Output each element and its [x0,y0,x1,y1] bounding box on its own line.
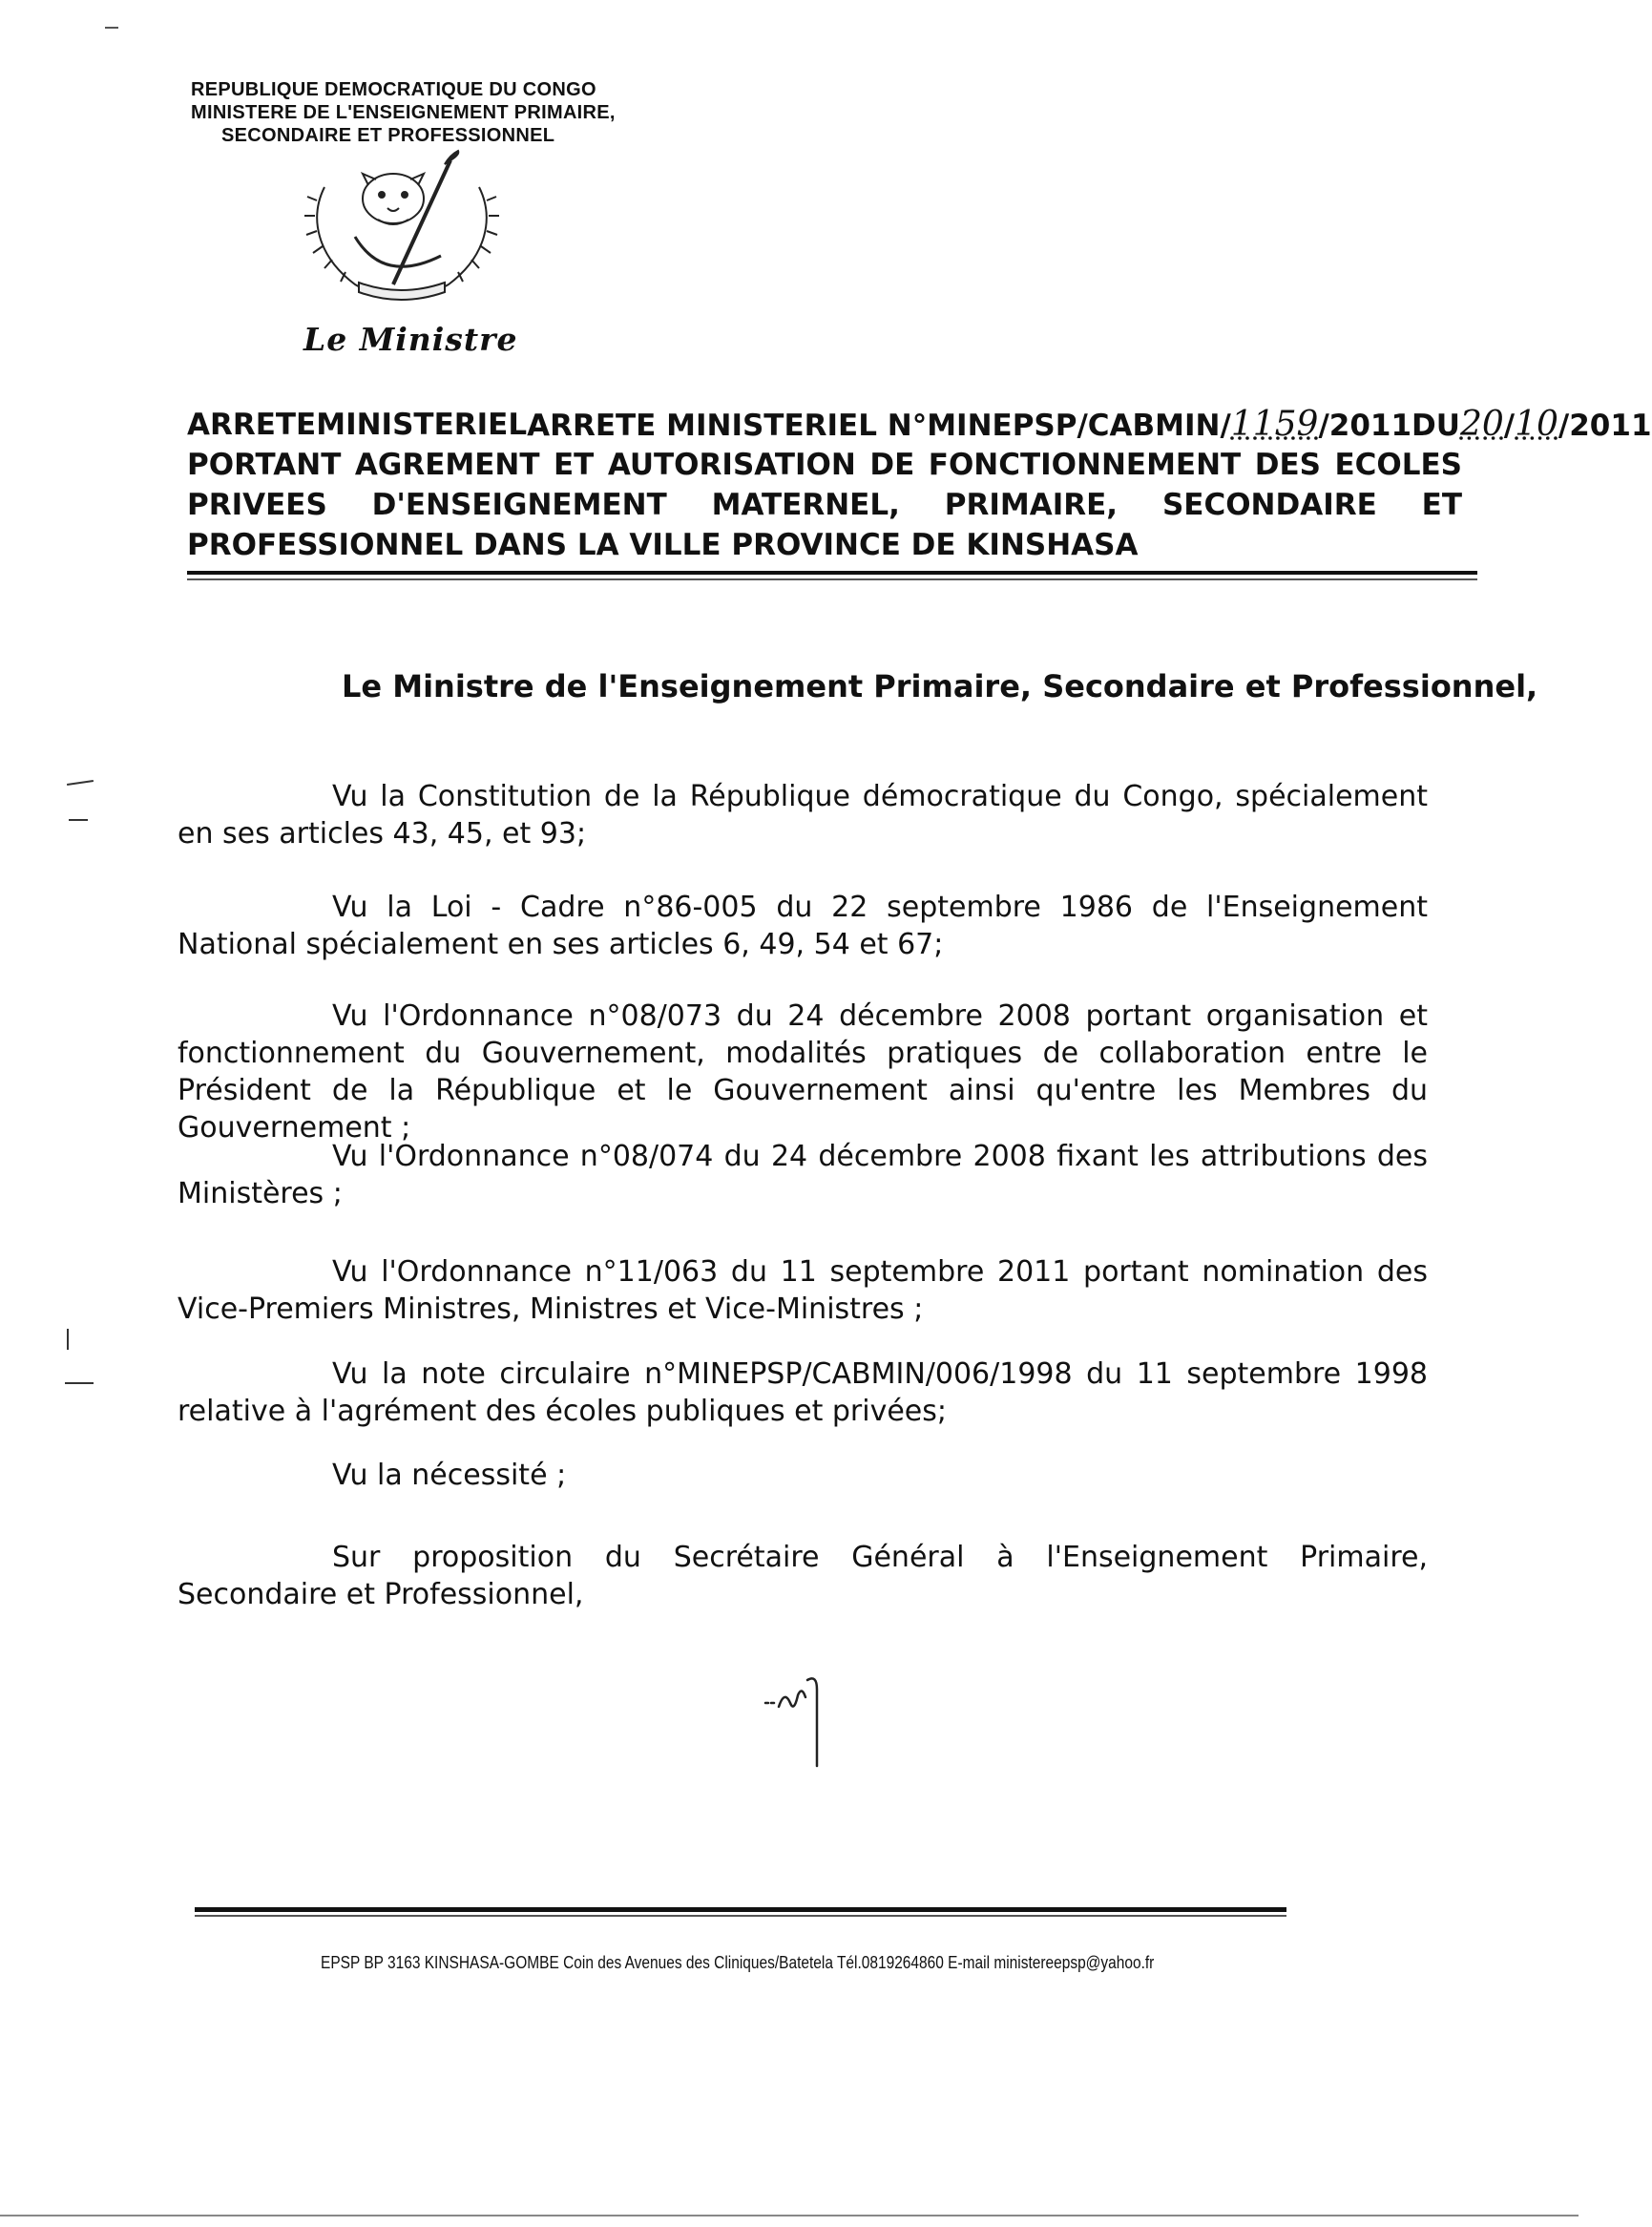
arrete-date [1412,405,1651,446]
date-month-handwritten: 10 [1515,405,1558,444]
paragraph-text: Vu la note circulaire n°MINEPSP/CABMIN/006/1998 du 11 septembre 1998 relative à l'agrément des écoles publiques et privées; [178,1357,1428,1428]
paragraph-loi-cadre [178,889,1428,963]
paragraph-text: Vu l'Ordonnance n°11/063 du 11 septembre 2011 portant nomination des Vice-Premiers Ministres, Ministres et Vice-Ministres ; [178,1255,1428,1326]
header-ministry-cont: SECONDAIRE ET PROFESSIONNEL [221,125,555,146]
paragraph-ordonnance-073 [178,998,1428,1146]
title-underline-thin [187,578,1477,580]
footer-rule [195,1907,1286,1912]
arrete-year: /2011 [1318,409,1412,443]
date-day-handwritten: 20 [1459,405,1504,444]
paragraph-necessite [178,1457,1428,1494]
scan-mark [67,1329,69,1350]
arrete-prefix: ARRETE MINISTERIEL N°MINEPSP/CABMIN/ [527,409,1231,443]
arrete-handwritten-number: 1159 [1230,405,1319,444]
drc-coat-of-arms-icon [298,151,506,304]
date-prefix: DU [1412,409,1460,443]
paragraph-text: Vu la nécessité ; [332,1459,567,1492]
arrete-title-line2: PORTANT AGREMENT ET AUTORISATION DE FONCTIONNEMENT DES ECOLES [187,448,1462,482]
arrete-title-line4: PROFESSIONNEL DANS LA VILLE PROVINCE DE KINSHASA [187,528,1139,562]
paragraph-text: Vu l'Ordonnance n°08/074 du 24 décembre 2008 fixant les attributions des Ministères ; [178,1140,1428,1210]
date-year: /2011 [1558,409,1652,443]
scan-mark [67,780,94,786]
footer-rule-thin [195,1915,1286,1917]
paragraph-constitution [178,778,1428,852]
arrete-label-a: ARRETE [187,408,317,442]
paragraph-text: Vu l'Ordonnance n°08/073 du 24 décembre 2008 portant organisation et fonctionnement du Gouvernement, modalités pratiques de collaboration entre le Président de la République et le Gouvernement ainsi qu'entre les Membres du Gouvernement ; [178,999,1428,1145]
arrete-title-line3: PRIVEES D'ENSEIGNEMENT MATERNEL, PRIMAIRE, SECONDAIRE ET [187,488,1462,522]
paragraph-text: Vu la Constitution de la République démocratique du Congo, spécialement en ses articles 43, 45, et 93; [178,780,1428,851]
arrete-number [527,405,1412,446]
paragraph-text: Sur proposition du Secrétaire Général à l'Enseignement Primaire, Secondaire et Professionnel, [178,1541,1428,1611]
paragraph-note-circulaire [178,1355,1428,1430]
scan-edge [0,2215,1579,2216]
paragraph-proposition [178,1539,1428,1613]
paragraph-ordonnance-074 [178,1138,1428,1212]
footer-address: EPSP BP 3163 KINSHASA-GOMBE Coin des Avenues des Cliniques/Batetela Tél.0819264860 E-mail ministereepsp@yahoo.fr [321,1953,1155,1972]
date-separator: / [1503,409,1516,443]
header-republic: REPUBLIQUE DEMOCRATIQUE DU CONGO [191,79,596,100]
title-underline [187,571,1477,575]
scan-mark [65,1382,94,1384]
le-ministre-label: Le Ministre [303,321,518,358]
header-ministry: MINISTERE DE L'ENSEIGNEMENT PRIMAIRE, [191,102,616,123]
paragraph-ordonnance-063 [178,1253,1428,1328]
paragraph-text: Vu la Loi - Cadre n°86-005 du 22 septembre 1986 de l'Enseignement National spécialement en ses articles 6, 49, 54 et 67; [178,891,1428,961]
scan-mark [69,819,88,821]
handwritten-initials-icon [762,1672,838,1768]
decree-heading: Le Ministre de l'Enseignement Primaire, Secondaire et Professionnel, [342,668,1538,704]
scan-mark [105,27,118,29]
arrete-label-b: MINISTERIEL [316,408,528,442]
arrete-title-line1 [187,405,1652,446]
